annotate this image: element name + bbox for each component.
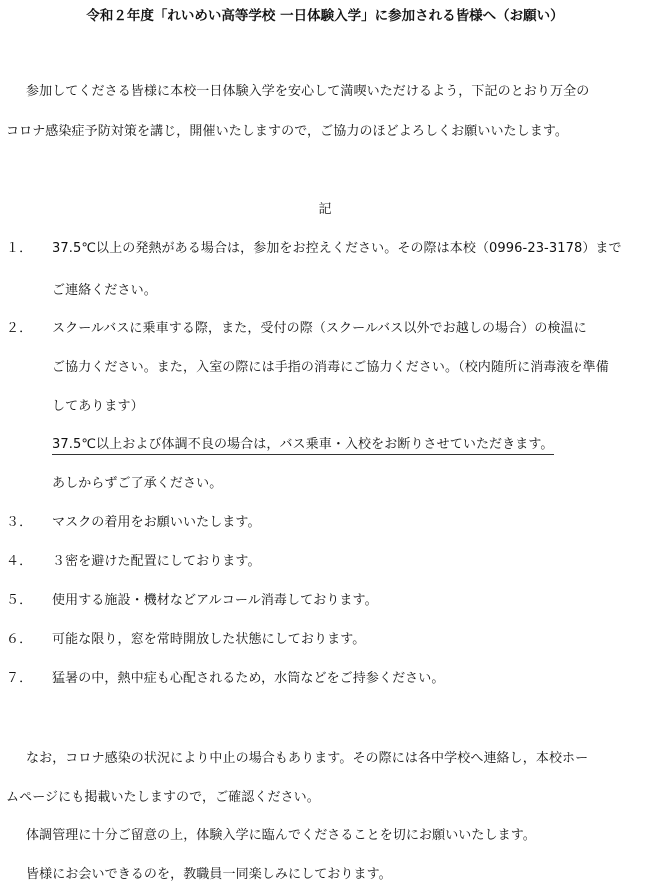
list-item-text: 使用する施設・機材などアルコール消毒しております。 — [52, 593, 378, 608]
closing-line-1: なお，コロナ感染の状況により中止の場合もあります。その際には各中学校へ連絡し，本校ホー — [26, 751, 589, 766]
list-item-2-line-5: あしからずご了承ください。 — [52, 476, 223, 491]
list-item-number: ６． — [6, 632, 33, 647]
list-item-number: １． — [6, 241, 33, 256]
list-item-1-continuation: ご連絡ください。 — [52, 283, 157, 298]
list-item-4 — [6, 553, 261, 571]
list-item-7 — [6, 670, 444, 688]
list-item-5 — [6, 592, 378, 610]
closing-line-3: 体調管理に十分ご留意の上，体験入学に臨んでくださることを切にお願いいたします。 — [26, 828, 536, 843]
underlined-warning-text: 37.5℃以上および体調不良の場合は，バス乗車・入校をお断りさせていただきます。 — [52, 437, 554, 455]
list-item-1 — [6, 240, 622, 258]
list-item-2-line-2: ご協力ください。また，入室の際には手指の消毒にご協力ください。（校内随所に消毒液を準備 — [52, 360, 609, 375]
list-item-text: 猛暑の中，熱中症も心配されるため，水筒などをご持参ください。 — [52, 671, 445, 686]
list-item-text: 37.5℃以上の発熱がある場合は，参加をお控えください。その際は本校（0996-23-3178）まで — [52, 241, 622, 256]
document-title: 令和２年度「れいめい高等学校 一日体験入学」に参加される皆様へ（お願い） — [86, 8, 564, 24]
list-item-2-warning — [52, 436, 554, 454]
closing-line-2: ムページにも掲載いたしますので，ご確認ください。 — [6, 790, 320, 805]
list-item-number: ５． — [6, 593, 33, 608]
list-item-text: 可能な限り，窓を常時開放した状態にしております。 — [52, 632, 366, 647]
ki-heading: 記 — [318, 202, 332, 217]
list-item-2-line-3: してあります） — [52, 399, 144, 414]
closing-line-4: 皆様にお会いできるのを，教職員一同楽しみにしております。 — [26, 867, 392, 882]
list-item-number: ３． — [6, 515, 33, 530]
list-item-2 — [6, 320, 587, 338]
list-item-number: ７． — [6, 671, 33, 686]
intro-line-1: 参加してくださる皆様に本校一日体験入学を安心して満喫いただけるよう，下記のとおり万全の — [26, 84, 590, 99]
list-item-number: ４． — [6, 554, 33, 569]
list-item-number: ２． — [6, 321, 33, 336]
list-item-text: ３密を避けた配置にしております。 — [52, 554, 261, 569]
intro-line-2: コロナ感染症予防対策を講じ，開催いたしますので，ご協力のほどよろしくお願いいたします。 — [6, 124, 569, 139]
list-item-text: マスクの着用をお願いいたします。 — [52, 515, 261, 530]
list-item-text: スクールバスに乗車する際，また，受付の際（スクールバス以外でお越しの場合）の検温に — [52, 321, 587, 336]
list-item-6 — [6, 631, 365, 649]
list-item-3 — [6, 514, 261, 532]
